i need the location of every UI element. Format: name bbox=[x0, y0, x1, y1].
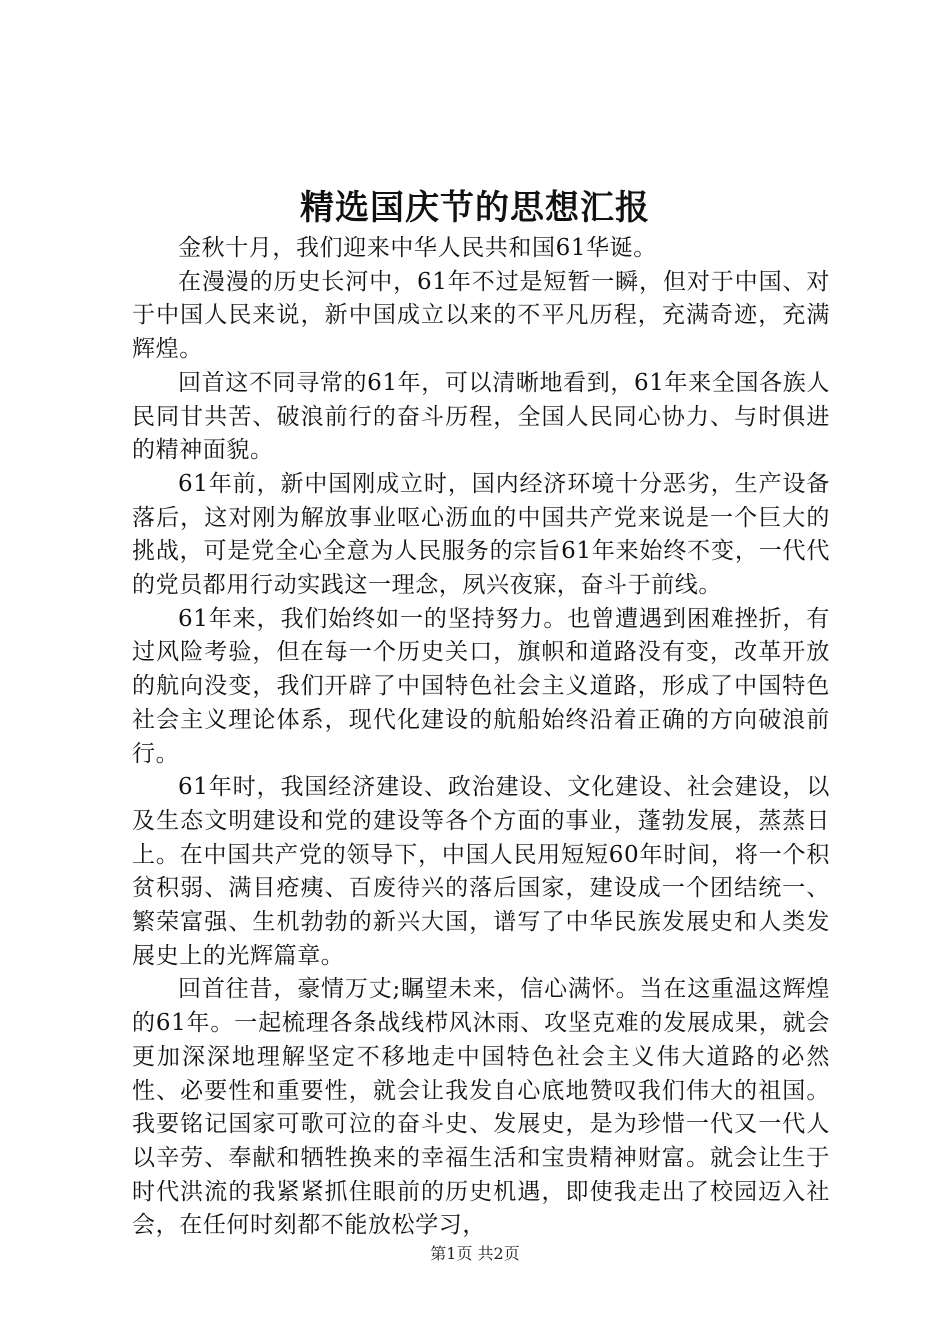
paragraph: 61年前，新中国刚成立时，国内经济环境十分恶劣，生产设备落后，这对刚为解放事业呕心沥血的中国共产党来说是一个巨大的挑战，可是党全心全意为人民服务的宗旨61年来始终不变，一代代的党员都用行动实践这一理念，夙兴夜寐，奋斗于前线。 bbox=[132, 470, 830, 599]
paragraph: 61年时，我国经济建设、政治建设、文化建设、社会建设，以及生态文明建设和党的建设等各个方面的事业，蓬勃发展，蒸蒸日上。在中国共产党的领导下，中国人民用短短60年时间，将一个积贫积弱、满目疮痍、百废待兴的落后国家，建设成一个团结统一、繁荣富强、生机勃勃的新兴大国，谱写了中华民族发展史和人类发展史上的光辉篇章。 bbox=[132, 774, 830, 969]
paragraph: 回首往昔，豪情万丈;瞩望未来，信心满怀。当在这重温这辉煌的61年。一起梳理各条战线栉风沐雨、攻坚克难的发展成果，就会更加深深地理解坚定不移地走中国特色社会主义伟大道路的必然性、必要性和重要性，就会让我发自心底地赞叹我们伟大的祖国。我要铭记国家可歌可泣的奋斗史、发展史，是为珍惜一代又一代人以辛劳、奉献和牺牲换来的幸福生活和宝贵精神财富。就会让生于时代洪流的我紧紧抓住眼前的历史机遇，即使我走出了校园迈入社会，在任何时刻都不能放松学习， bbox=[132, 976, 830, 1239]
paragraph: 回首这不同寻常的61年，可以清晰地看到，61年来全国各族人民同甘共苦、破浪前行的奋斗历程，全国人民同心协力、与时俱进的精神面貌。 bbox=[132, 369, 830, 464]
paragraph: 在漫漫的历史长河中，61年不过是短暂一瞬，但对于中国、对于中国人民来说，新中国成立以来的不平凡历程，充满奇迹，充满辉煌。 bbox=[132, 268, 830, 363]
paragraph: 金秋十月，我们迎来中华人民共和国61华诞。 bbox=[178, 235, 657, 261]
document-body bbox=[132, 232, 830, 1243]
document-title: 精选国庆节的思想汇报 bbox=[300, 188, 650, 228]
paragraph: 61年来，我们始终如一的坚持努力。也曾遭遇到困难挫折，有过风险考验，但在每一个历史关口，旗帜和道路没有变，改革开放的航向没变，我们开辟了中国特色社会主义道路，形成了中国特色社会主义理论体系，现代化建设的航船始终沿着正确的方向破浪前行。 bbox=[132, 605, 830, 767]
page-number-footer: 第1页 共2页 bbox=[430, 1244, 520, 1263]
